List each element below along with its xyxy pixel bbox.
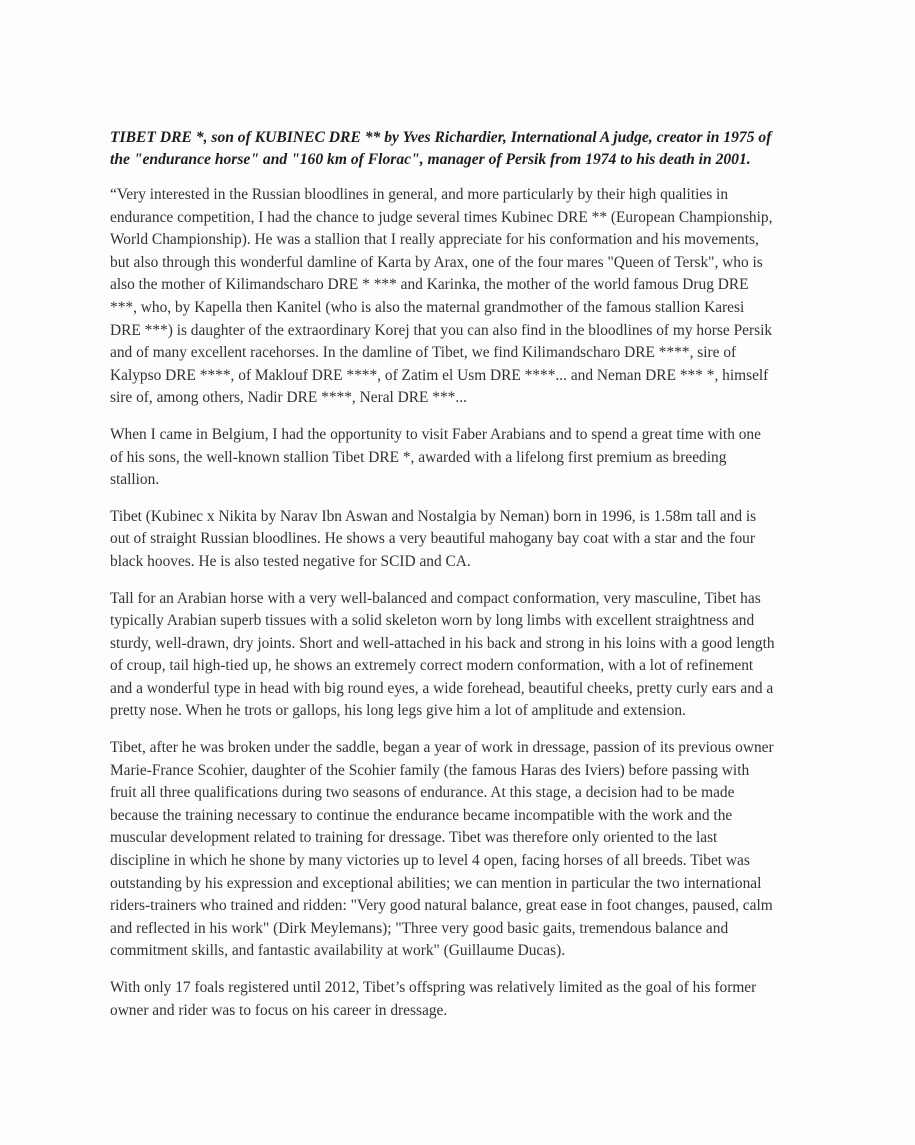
paragraph-offspring: With only 17 foals registered until 2012, Tibet’s offspring was relatively limited as the goal of his former owner and rider was to focus on his career in dressage. — [110, 979, 757, 1019]
paragraph-bloodlines: “Very interested in the Russian bloodlines in general, and more particularly by their high qualities in endurance competition, I had the chance to judge several times Kubinec DRE ** (European Championship, World Championship). He was a stallion that I really appreciate for his conformation and his movements, but also through this wonderful damline of Karta by Arax, one of the four mares "Queen of Tersk", who is also the mother of Kilimandscharo DRE * *** and Karinka, the mother of the world famous Drug DRE ***, who, by Kapella then Kanitel (who is also the maternal grandmother of the famous stallion Karesi DRE ***) is daughter of the extraordinary Korej that you can also find in the bloodlines of my horse Persik and of many excellent racehorses. In the damline of Tibet, we find Kilimandscharo DRE ****, sire of Kalypso DRE ****, of Maklouf DRE ****, of Zatim el Usm DRE ****... and Neman DRE *** *, himself sire of, among others, Nadir DRE ****, Neral DRE ***... — [110, 186, 773, 407]
document-title: TIBET DRE *, son of KUBINEC DRE ** by Yves Richardier, International A judge, creator in 1975 of the "endurance horse" and "160 km of Florac", manager of Persik from 1974 to his death in 2001. — [110, 129, 772, 168]
paragraph-belgium-visit: When I came in Belgium, I had the opportunity to visit Faber Arabians and to spend a great time with one of his sons, the well-known stallion Tibet DRE *, awarded with a lifelong first premium as breeding stallion. — [110, 425, 761, 489]
paragraph-dressage-career: Tibet, after he was broken under the saddle, began a year of work in dressage, passion of its previous owner Marie-France Scohier, daughter of the Scohier family (the famous Haras des Iviers) before passing with fruit all three qualifications during two seasons of endurance. At this stage, a decision had to be made because the training necessary to continue the endurance became incompatible with the work and the muscular development related to training for dressage. Tibet was therefore only oriented to the last discipline in which he shone by many victories up to level 4 open, facing horses of all breeds. Tibet was outstanding by his expression and exceptional abilities; we can mention in particular the two international riders-trainers who trained and ridden: "Very good natural balance, great ease in foot changes, paused, calm and reflected in his work" (Dirk Meylemans); "Three very good basic gaits, tremendous balance and commitment skills, and fantastic availability at work" (Guillaume Ducas). — [110, 739, 774, 960]
paragraph-conformation: Tall for an Arabian horse with a very well-balanced and compact conformation, very masculine, Tibet has typically Arabian superb tissues with a solid skeleton worn by long limbs with excellent straightness and sturdy, well-drawn, dry joints. Short and well-attached in his back and strong in his loins with a good length of croup, tail high-tied up, he shows an extremely correct modern conformation, with a lot of refinement and a wonderful type in head with big round eyes, a wide forehead, beautiful cheeks, pretty curly ears and a pretty nose. When he trots or gallops, his long legs give him a lot of amplitude and extension. — [110, 589, 775, 720]
paragraph-pedigree: Tibet (Kubinec x Nikita by Narav Ibn Aswan and Nostalgia by Neman) born in 1996, is 1.58m tall and is out of straight Russian bloodlines. He shows a very beautiful mahogany bay coat with a star and the four black hooves. He is also tested negative for SCID and CA. — [110, 507, 757, 570]
document-page — [110, 127, 775, 1036]
